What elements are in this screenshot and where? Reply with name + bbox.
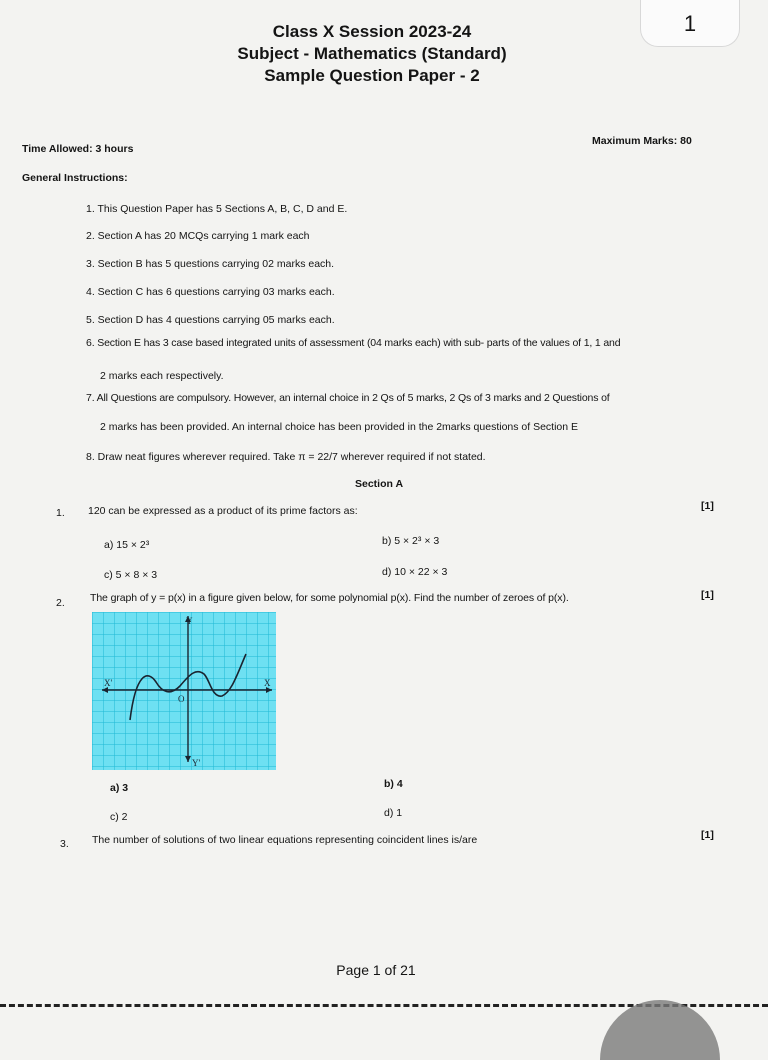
question-marks: [1]	[701, 589, 714, 601]
question-number: 1.	[56, 507, 65, 519]
instruction-item-continued: 2 marks each respectively.	[100, 370, 224, 382]
option-d: d) 1	[384, 807, 403, 819]
instruction-item: 2. Section A has 20 MCQs carrying 1 mark each	[86, 230, 310, 242]
maximum-marks: Maximum Marks: 80	[592, 135, 692, 147]
option-d: d) 10 × 22 × 3	[382, 566, 448, 578]
instruction-item: 3. Section B has 5 questions carrying 02 marks each.	[86, 258, 335, 270]
option-b: b) 5 × 2³ × 3	[382, 535, 440, 547]
instruction-item: 1. This Question Paper has 5 Sections A, B, C, D and E.	[86, 203, 348, 215]
question-marks: [1]	[701, 829, 714, 841]
question-text: The number of solutions of two linear equations representing coincident lines is/are	[92, 834, 478, 846]
question-text: 120 can be expressed as a product of its prime factors as:	[88, 505, 358, 517]
paper-title-subject: Subject - Mathematics (Standard)	[237, 44, 507, 63]
section-title: Section A	[355, 478, 404, 490]
option-b: b) 4	[384, 778, 403, 790]
page-number-badge: 1	[640, 0, 740, 47]
page-footer: Page 1 of 21	[336, 962, 416, 978]
x-axis-label: X	[264, 678, 271, 688]
graph-grid	[92, 612, 276, 770]
question-number: 2.	[56, 597, 65, 609]
origin-label: O	[178, 694, 185, 704]
paper-title-sample: Sample Question Paper - 2	[264, 66, 480, 85]
scanner-shadow	[600, 1000, 720, 1060]
question-marks: [1]	[701, 500, 714, 512]
option-a: a) 3	[110, 782, 129, 794]
paper-title-class: Class X Session 2023-24	[272, 22, 472, 41]
instruction-item-continued: 2 marks has been provided. An internal choice has been provided in the 2marks questions of Section E	[100, 421, 579, 433]
general-instructions-heading: General Instructions:	[22, 172, 128, 184]
y-neg-axis-label: Y'	[192, 758, 201, 768]
time-allowed: Time Allowed: 3 hours	[22, 143, 134, 155]
question-number: 3.	[60, 838, 69, 850]
x-neg-axis-label: X'	[104, 678, 113, 688]
y-axis-label: Y	[186, 616, 193, 626]
instruction-item: 4. Section C has 6 questions carrying 03 marks each.	[86, 286, 335, 298]
option-c: c) 2	[110, 811, 128, 823]
option-a: a) 15 × 2³	[104, 539, 150, 551]
instruction-item: 8. Draw neat figures wherever required. Take π = 22/7 wherever required if not stated.	[86, 451, 486, 463]
instruction-item: 6. Section E has 3 case based integrated units of assessment (04 marks each) with sub- parts of the values of 1, 1 and	[86, 337, 621, 349]
polynomial-graph-figure	[92, 612, 276, 770]
instruction-item: 7. All Questions are compulsory. However, an internal choice in 2 Qs of 5 marks, 2 Qs of 3 marks and 2 Questions of	[86, 392, 610, 404]
option-c: c) 5 × 8 × 3	[104, 569, 158, 581]
instruction-item: 5. Section D has 4 questions carrying 05 marks each.	[86, 314, 335, 326]
question-text: The graph of y = p(x) in a figure given below, for some polynomial p(x). Find the number of zeroes of p(x).	[90, 592, 569, 604]
